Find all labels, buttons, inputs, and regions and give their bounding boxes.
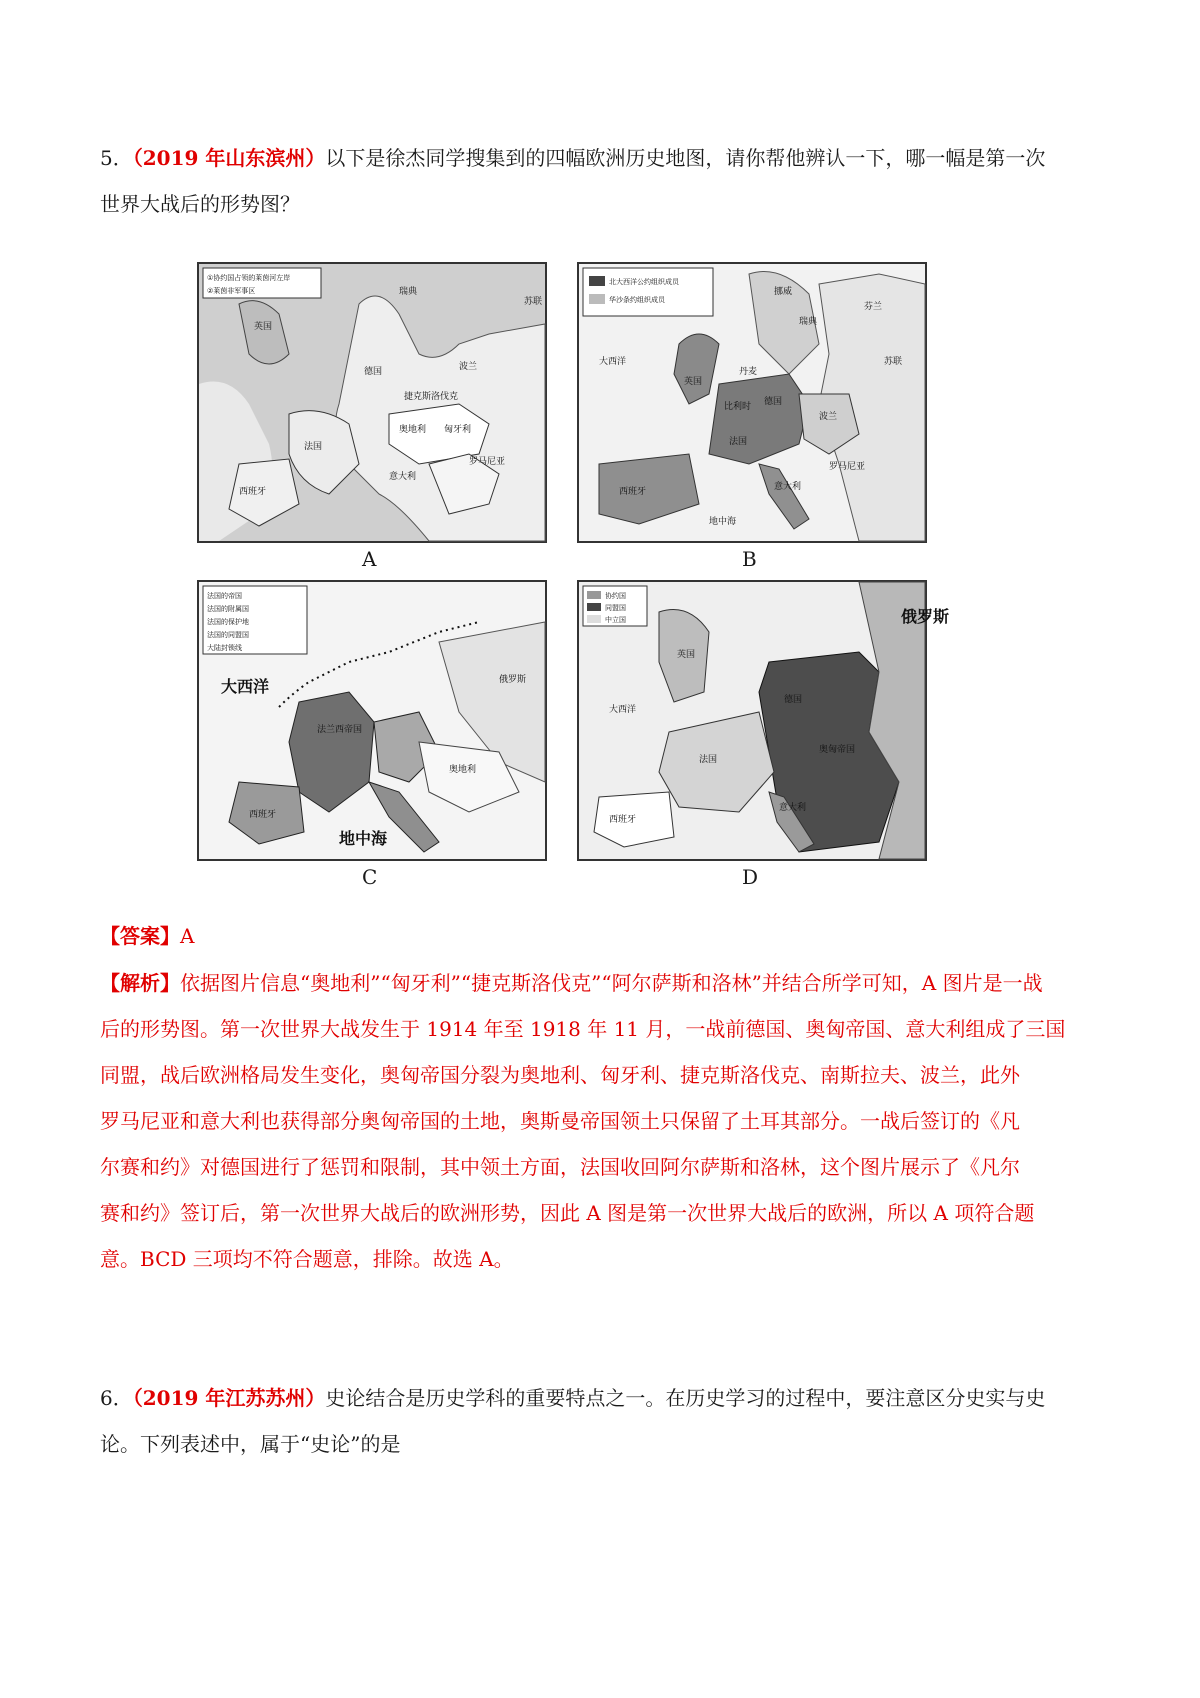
analysis-line-4: 罗马尼亚和意大利也获得部分奥匈帝国的土地，奥斯曼帝国领土只保留了土耳其部分。一战后签订的《凡 xyxy=(100,1109,1020,1133)
question-5-line-1 xyxy=(100,135,1100,181)
map-c-legend-5: 大陆封锁线 xyxy=(207,644,242,652)
map-a-legend-1: ①协约国占领的莱茵河左岸 xyxy=(207,274,291,282)
map-c-legend-2: 法国的附属国 xyxy=(207,605,249,613)
map-c-legend-3: 法国的保护地 xyxy=(207,618,249,626)
answer-block xyxy=(100,913,1100,959)
map-a-label: 苏联 xyxy=(524,297,543,307)
question-6 xyxy=(100,1375,1100,1467)
map-d-label: 俄罗斯 xyxy=(901,607,950,626)
map-b-label: 意大利 xyxy=(774,482,802,492)
map-d-legend-2: 同盟国 xyxy=(605,604,626,612)
map-b-label: 瑞典 xyxy=(799,317,818,327)
map-a-label: 捷克斯洛伐克 xyxy=(404,392,459,402)
question-6-line-1 xyxy=(100,1375,1100,1421)
map-b-label: 西班牙 xyxy=(619,487,647,497)
map-c-label: 法兰西帝国 xyxy=(317,725,363,735)
map-d-legend-1: 协约国 xyxy=(605,592,626,600)
map-a-label: 德国 xyxy=(364,367,383,377)
map-c-label: 大西洋 xyxy=(221,677,270,696)
analysis-line-5: 尔赛和约》对德国进行了惩罚和限制，其中领土方面，法国收回阿尔萨斯和洛林，这个图片展示了《凡尔 xyxy=(100,1155,1020,1179)
map-b-label: 挪威 xyxy=(774,287,793,297)
map-a xyxy=(197,262,547,543)
analysis-block xyxy=(100,960,1100,1282)
map-b-legend-1: 北大西洋公约组织成员 xyxy=(609,278,679,286)
question-source: （2019 年山东滨州） xyxy=(132,146,326,170)
question-5-line-2: 世界大战后的形势图？ xyxy=(100,192,300,216)
map-a-label: 西班牙 xyxy=(239,487,267,497)
map-a-legend-2: ②莱茵非军事区 xyxy=(207,287,256,295)
map-c xyxy=(197,580,547,861)
map-d-label: 意大利 xyxy=(779,803,807,813)
map-b-label: 波兰 xyxy=(819,412,838,422)
map-c-legend-4: 法国的同盟国 xyxy=(207,631,249,639)
map-b-label: 德国 xyxy=(764,397,783,407)
analysis-line-7: 意。BCD 三项均不符合题意，排除。故选 A。 xyxy=(100,1247,514,1271)
question-number: 5． xyxy=(100,146,133,170)
map-a-label: 奥地利 xyxy=(399,425,427,435)
map-b-label: 丹麦 xyxy=(739,367,758,377)
map-b xyxy=(577,262,927,543)
question-5 xyxy=(100,135,1100,227)
map-b-caption: B xyxy=(742,547,757,571)
question-source: （2019 年江苏苏州） xyxy=(132,1386,326,1410)
map-a-label: 英国 xyxy=(254,322,273,332)
analysis-text: 依据图片信息“奥地利”“匈牙利”“捷克斯洛伐克”“阿尔萨斯和洛林”并结合所学可知，A 图片是一战 xyxy=(180,971,1043,995)
map-c-label: 西班牙 xyxy=(249,810,277,820)
map-b-label: 比利时 xyxy=(724,402,752,412)
map-b-label: 芬兰 xyxy=(864,302,883,312)
analysis-line-6: 赛和约》签订后，第一次世界大战后的欧洲形势，因此 A 图是第一次世界大战后的欧洲，所以 A 项符合题 xyxy=(100,1201,1035,1225)
map-c-image xyxy=(199,582,545,859)
map-d-legend-3: 中立国 xyxy=(605,616,626,624)
map-d-label: 德国 xyxy=(784,695,803,705)
analysis-line-2: 后的形势图。第一次世界大战发生于 1914 年至 1918 年 11 月，一战前德国、奥匈帝国、意大利组成了三国 xyxy=(100,1017,1066,1041)
map-d-label: 法国 xyxy=(699,755,718,765)
map-c-label: 俄罗斯 xyxy=(499,675,527,685)
map-a-label: 瑞典 xyxy=(399,287,418,297)
map-a-label: 法国 xyxy=(304,442,323,452)
map-c-label: 地中海 xyxy=(339,829,388,848)
analysis-label: 【解析】 xyxy=(100,971,180,995)
analysis-line-1 xyxy=(100,960,1100,1006)
question-number: 6． xyxy=(100,1386,133,1410)
map-c-caption: C xyxy=(362,865,378,889)
map-c-label: 奥地利 xyxy=(449,765,477,775)
map-b-label: 英国 xyxy=(684,377,703,387)
question-text: 以下是徐杰同学搜集到的四幅欧洲历史地图，请你帮他辨认一下，哪一幅是第一次 xyxy=(325,146,1046,170)
map-a-image xyxy=(199,264,545,541)
map-b-label: 法国 xyxy=(729,437,748,447)
map-b-legend-2: 华沙条约组织成员 xyxy=(609,296,665,304)
map-b-image xyxy=(579,264,925,541)
analysis-line-3: 同盟，战后欧洲格局发生变化，奥匈帝国分裂为奥地利、匈牙利、捷克斯洛伐克、南斯拉夫、波兰，此外 xyxy=(100,1063,1020,1087)
map-a-label: 波兰 xyxy=(459,362,478,372)
map-d-label: 英国 xyxy=(677,650,696,660)
map-d-image xyxy=(579,582,950,859)
question-text: 史论结合是历史学科的重要特点之一。在历史学习的过程中，要注意区分史实与史 xyxy=(325,1386,1046,1410)
map-d-caption: D xyxy=(742,865,759,889)
map-d-label: 大西洋 xyxy=(609,705,637,715)
map-b-label: 罗马尼亚 xyxy=(829,462,866,472)
map-a-caption: A xyxy=(362,547,377,571)
map-b-label: 地中海 xyxy=(709,517,737,527)
map-b-label: 苏联 xyxy=(884,357,903,367)
question-6-line-2: 论。下列表述中，属于“史论”的是 xyxy=(100,1432,401,1456)
map-c-legend-1: 法国的帝国 xyxy=(207,592,242,600)
answer-value: A xyxy=(180,924,195,948)
map-d xyxy=(577,580,950,861)
map-b-label: 大西洋 xyxy=(599,357,627,367)
answer-label: 【答案】 xyxy=(100,924,180,948)
map-a-label: 匈牙利 xyxy=(444,425,472,435)
map-a-label: 意大利 xyxy=(389,472,417,482)
map-a-label: 罗马尼亚 xyxy=(469,457,506,467)
map-d-label: 奥匈帝国 xyxy=(819,745,856,755)
map-d-label: 西班牙 xyxy=(609,815,637,825)
